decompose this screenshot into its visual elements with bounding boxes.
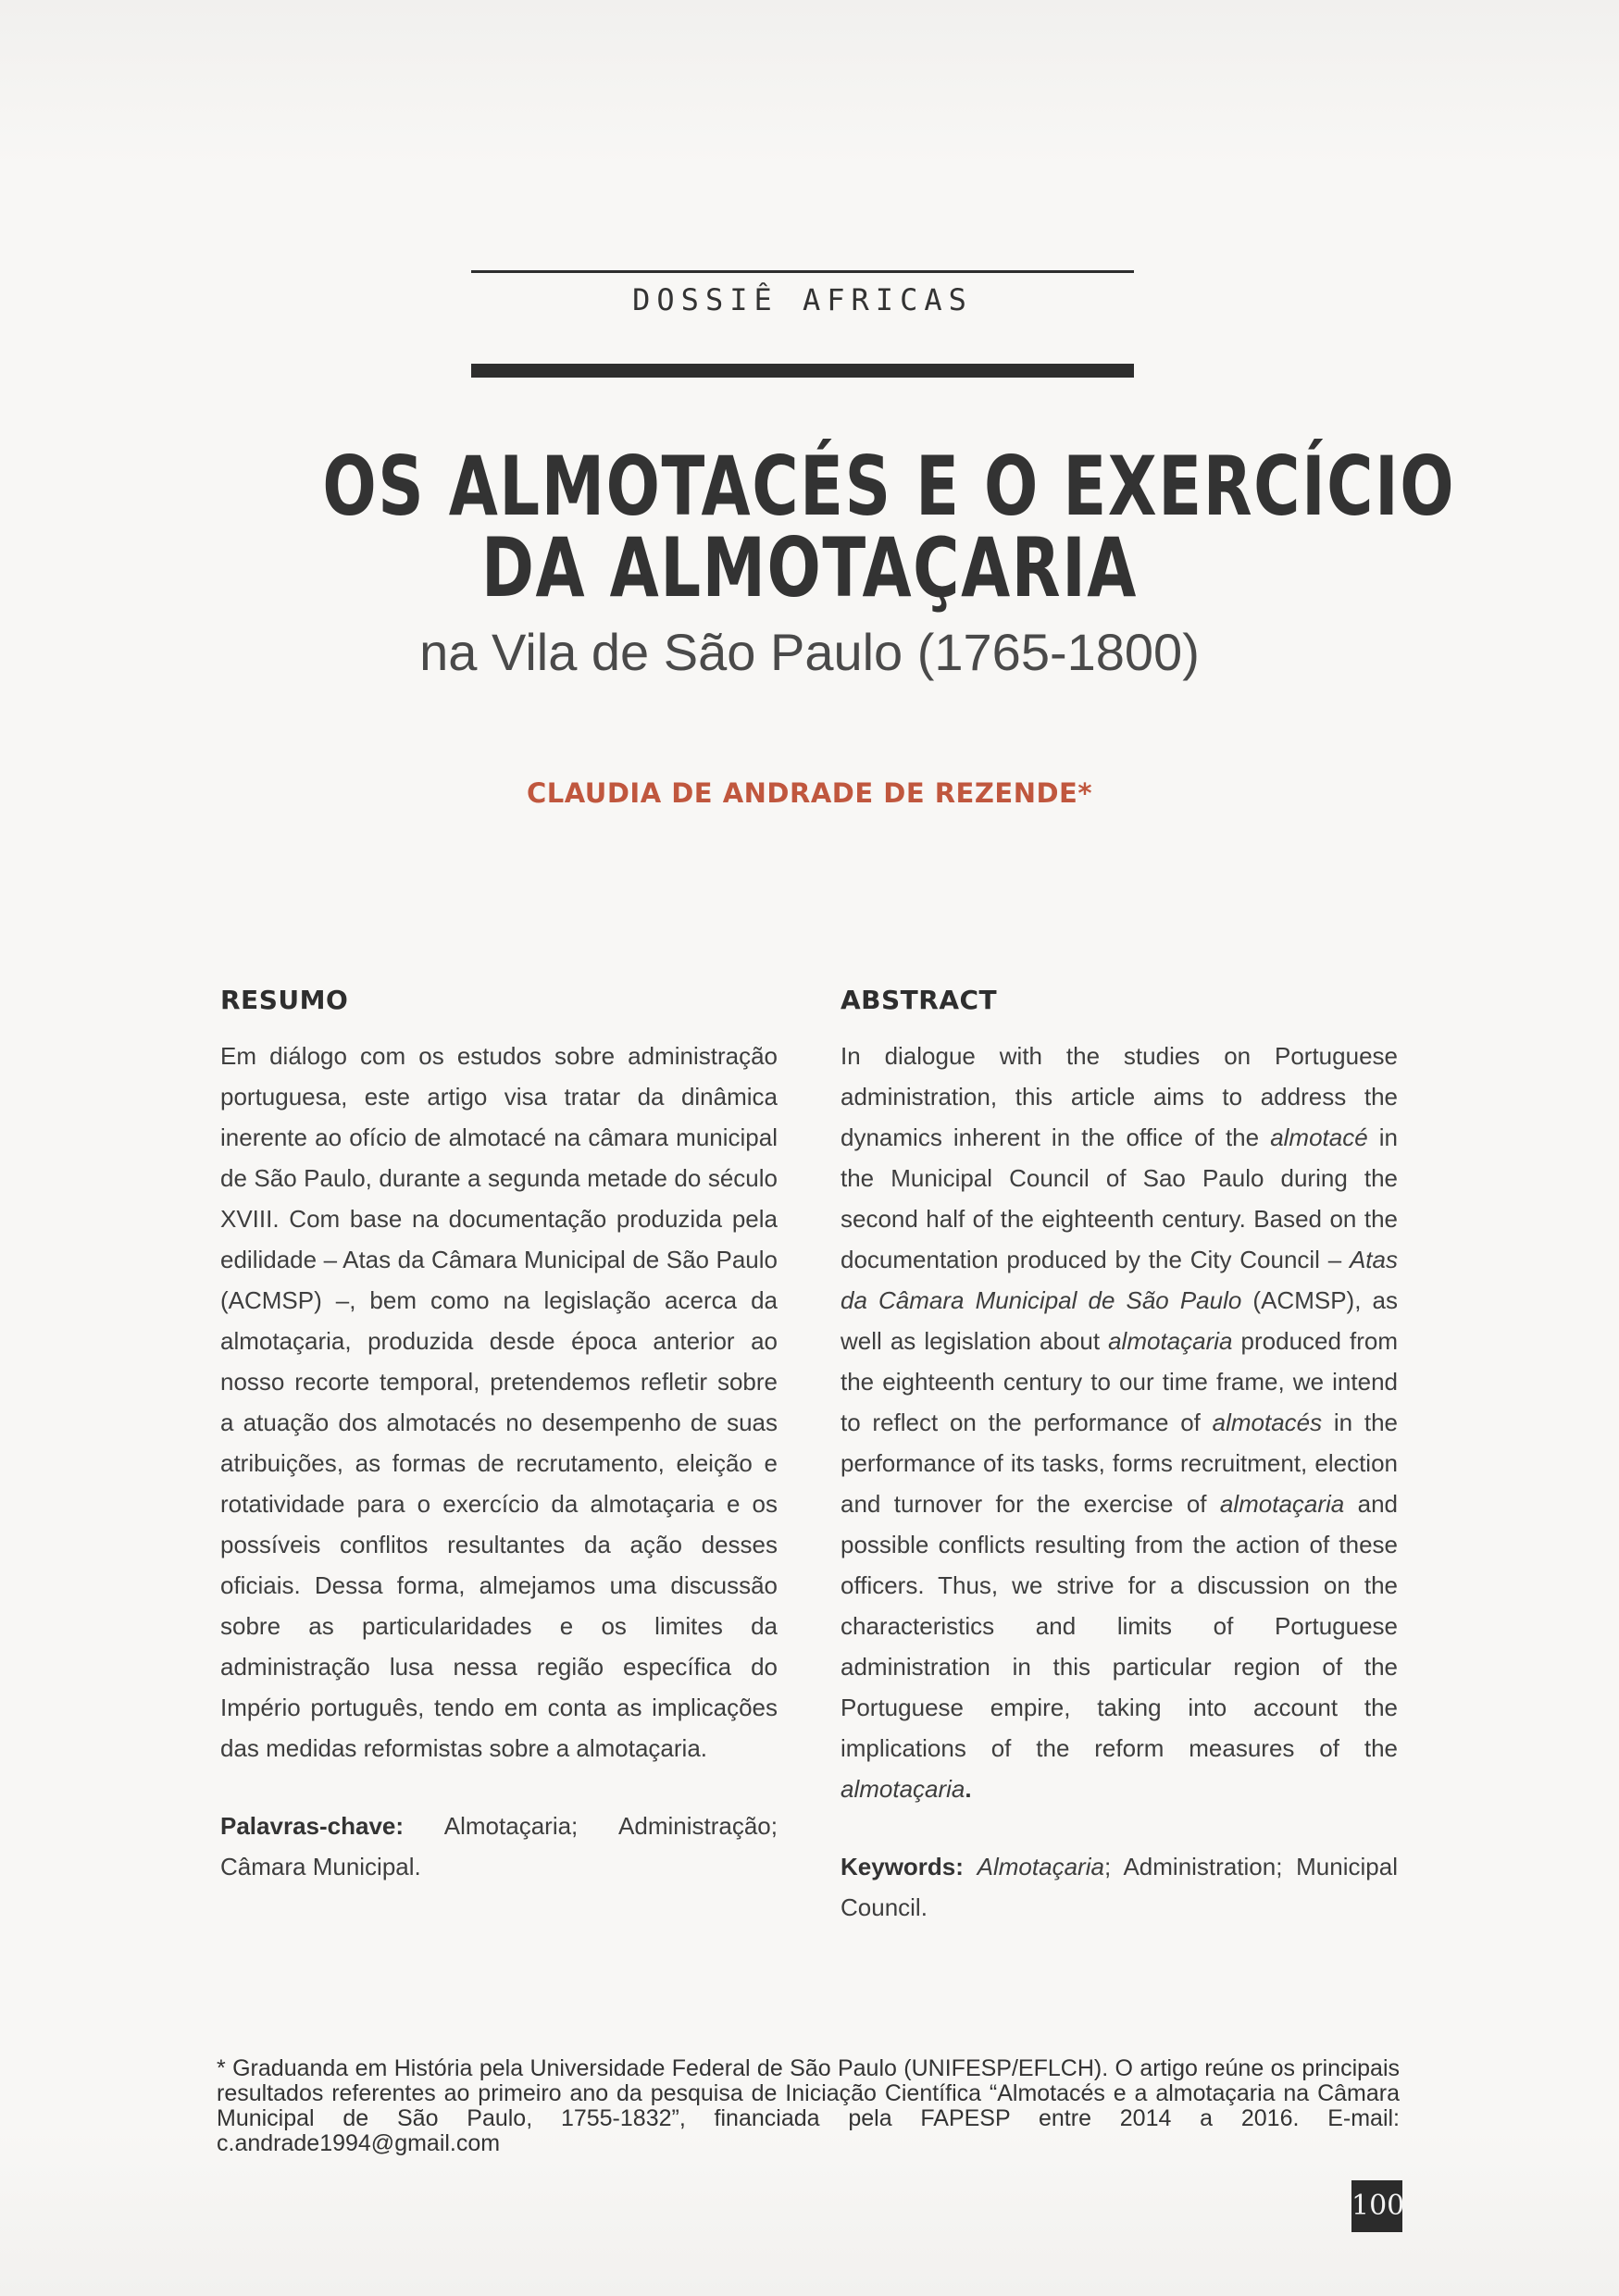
abstract-term: Atas da Câmara Municipal de São Paulo [841,1246,1398,1314]
abstract-keywords [841,1846,1398,1928]
abstract-text-part: (ACMSP), as well as legislation about [841,1286,1398,1355]
resumo-text: Em diálogo com os estudos sobre administração portuguesa, este artigo visa tratar da dinâmica inerente ao ofício de almotacé na câmara municipal de São Paulo, durante a segunda metade do século XVIII. Com base na documentação produzida pela edilidade – Atas da Câmara Municipal de São Paulo (ACMSP) –, bem como na legislação acerca da almotaçaria, produzida desde época anterior ao nosso recorte temporal, pretendemos refletir sobre a atuação dos almotacés no desempenho de suas atribuições, as formas de recrutamento, eleição e rotatividade para o exercício da almotaçaria e os possíveis conflitos resultantes da ação desses oficiais. Dessa forma, almejamos uma discussão sobre as particularidades e os limites da administração lusa nessa região específica do Império português, tendo em conta as implicações das medidas reformistas sobre a almotaçaria. [220,1042,778,1762]
abstract-text-part: . [965,1775,972,1803]
article-subtitle: na Vila de São Paulo (1765-1800) [419,623,1200,681]
abstract-term: almotaçaria [1219,1490,1345,1518]
abstract-column [841,985,1398,1928]
article-author: CLAUDIA DE ANDRADE DE REZENDE* [526,777,1093,809]
resumo-keywords-list: Almotaçaria; Administração; Câmara Municipal. [220,1812,778,1880]
resumo-column [220,985,778,1887]
article-title [322,439,1456,615]
abstract-term: almotaçaria [841,1775,965,1803]
resumo-keywords [220,1806,778,1887]
abstract-text-part: In dialogue with the studies on Portuguese administration, this article aims to address the dynamics inherent in the office of the [841,1042,1398,1151]
abstract-text-part: produced from the eighteenth century to our time frame, we intend to reflect on the performance of [841,1327,1398,1436]
resumo-heading: RESUMO [220,985,349,1015]
header-rule-thick [471,364,1134,378]
abstract-term: almotaçaria [1108,1327,1233,1355]
abstract-term: almotacé [1270,1123,1368,1151]
article-title-line-1: OS ALMOTACÉS E O EXERCÍCIO [322,439,1456,534]
article-title-line-2: DA ALMOTAÇARIA [481,520,1138,615]
abstract-keywords-list: ; Administration; Municipal Council. [841,1853,1398,1921]
abstract-text [841,1036,1398,1809]
abstract-text-part: in the Municipal Council of Sao Paulo during the second half of the eighteenth century. Based on the documentation produced by the City Council – [841,1123,1398,1273]
abstract-keyword-term: Almotaçaria [977,1853,1104,1880]
abstract-text-part: in the performance of its tasks, forms recruitment, election and turnover for the exercise of [841,1409,1398,1518]
page-number: 100 [1351,2180,1402,2232]
section-label: DOSSIÊ AFRICAS [632,282,973,317]
abstract-keywords-label: Keywords: [841,1853,964,1880]
header-rule-thin [471,270,1134,273]
resumo-keywords-label: Palavras-chave: [220,1812,405,1840]
abstract-text-part: and possible conflicts resulting from the action of these officers. Thus, we strive for a discussion on the characteristics and limits of Portuguese administration in this particular region of the Portuguese empire, taking into account the implications of the reform measures of the [841,1490,1398,1762]
author-footnote: * Graduanda em História pela Universidade Federal de São Paulo (UNIFESP/EFLCH). O artigo reúne os principais resultados referentes ao primeiro ano da pesquisa de Iniciação Científica “Almotacés e a almotaçaria na Câmara Municipal de São Paulo, 1755-1832”, financiada pela FAPESP entre 2014 a 2016. E-mail: c.andrade1994@gmail.com [217,2055,1400,2156]
abstract-term: almotacés [1212,1409,1323,1436]
abstract-heading: ABSTRACT [841,985,998,1015]
